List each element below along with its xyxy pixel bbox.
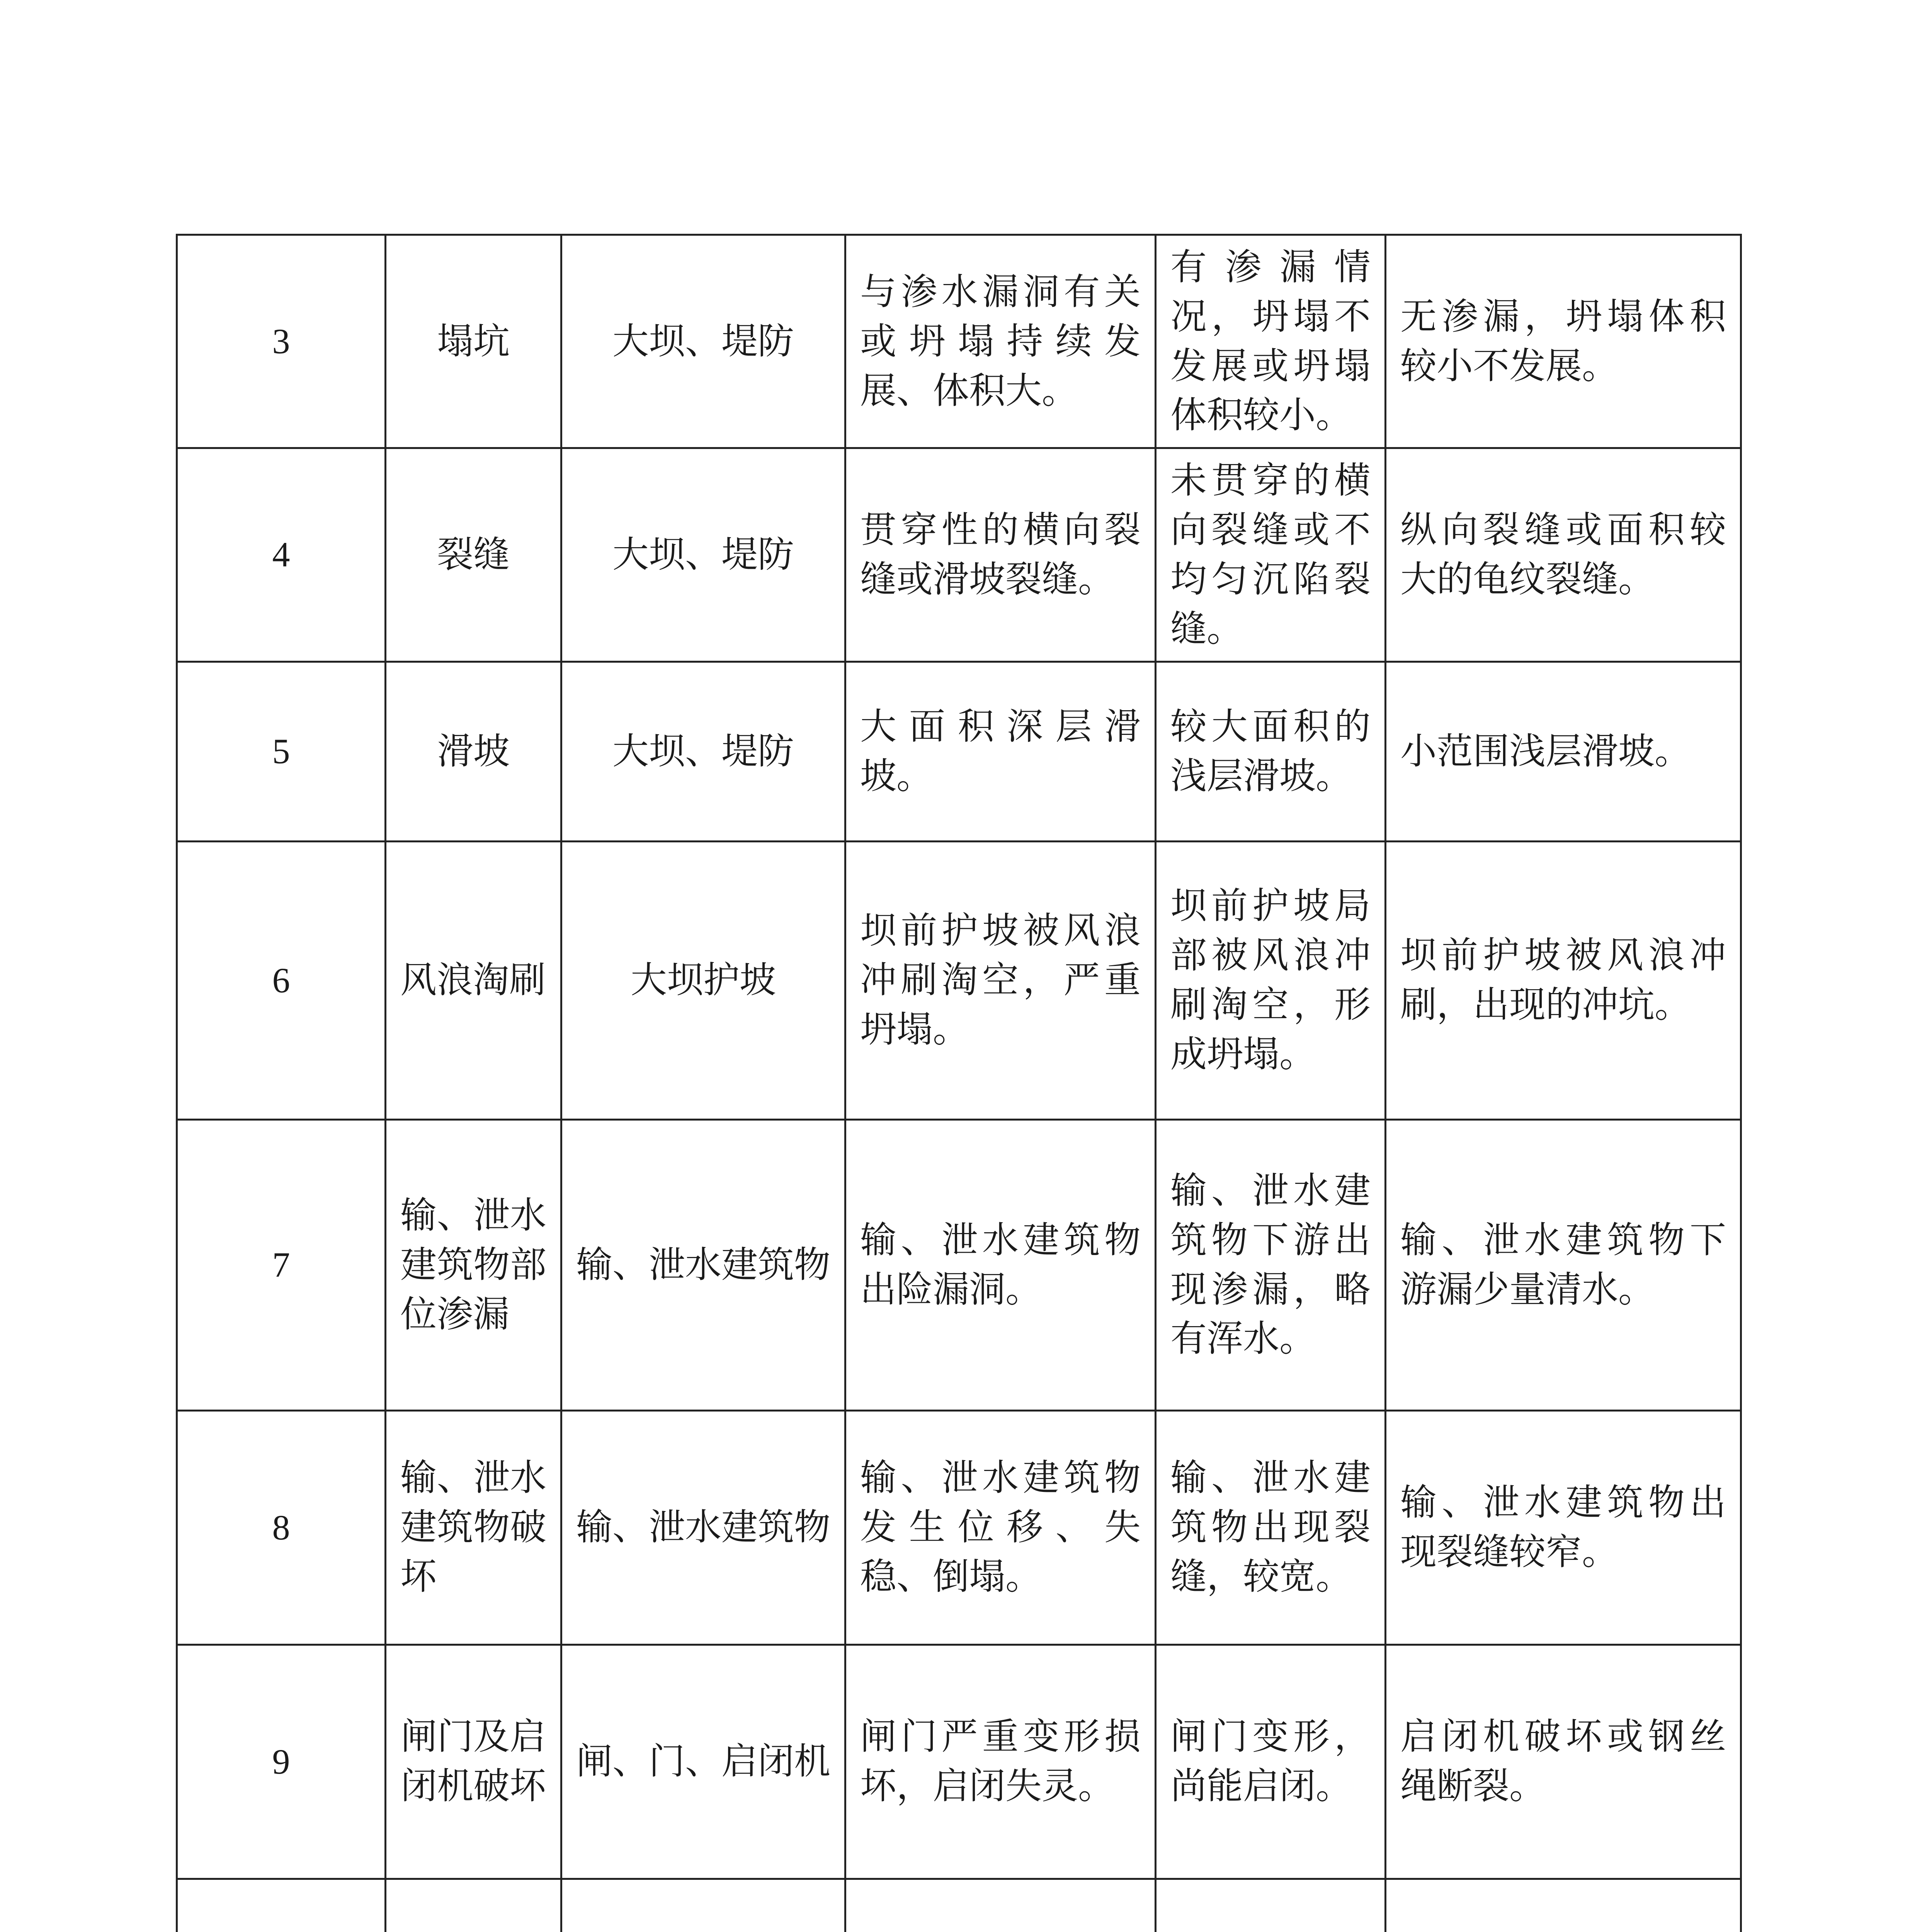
row-number: 5 <box>177 662 386 841</box>
level-3-cell: 小范围浅层滑坡。 <box>1386 662 1741 841</box>
level-1-cell <box>845 1879 1156 1932</box>
table-row <box>177 662 1741 841</box>
level-2-cell: 坝前护坡局部被风浪冲刷淘空，形成坍塌。 <box>1156 841 1386 1119</box>
level-1-cell: 贯穿性的横向裂缝或滑坡裂缝。 <box>845 448 1156 662</box>
table-row <box>177 841 1741 1119</box>
object-cell: 大坝、堤防 <box>561 235 845 448</box>
level-1-cell: 闸门严重变形损坏，启闭失灵。 <box>845 1645 1156 1879</box>
object-cell <box>561 1879 845 1932</box>
row-number <box>177 1879 386 1932</box>
hazard-type-cell: 闸门及启闭机破坏 <box>386 1645 561 1879</box>
row-number: 8 <box>177 1410 386 1645</box>
level-2-cell: 输、泄水建筑物下游出现渗漏，略有浑水。 <box>1156 1119 1386 1410</box>
row-number: 3 <box>177 235 386 448</box>
hazard-type-cell: 输、泄水建筑物部位渗漏 <box>386 1119 561 1410</box>
level-2-cell: 闸门变形，尚能启闭。 <box>1156 1645 1386 1879</box>
level-3-cell: 输、泄水建筑物下游漏少量清水。 <box>1386 1119 1741 1410</box>
table-row <box>177 1879 1741 1932</box>
table-row <box>177 235 1741 448</box>
hazard-type-cell: 风浪淘刷 <box>386 841 561 1119</box>
level-1-cell: 与渗水漏洞有关或坍塌持续发展、体积大。 <box>845 235 1156 448</box>
table-row <box>177 448 1741 662</box>
level-3-cell: 启闭机破坏或钢丝绳断裂。 <box>1386 1645 1741 1879</box>
table-row <box>177 1410 1741 1645</box>
level-2-cell: 较大面积的浅层滑坡。 <box>1156 662 1386 841</box>
level-1-cell: 大面积深层滑坡。 <box>845 662 1156 841</box>
hazard-type-cell: 滑坡 <box>386 662 561 841</box>
hazard-classification-table <box>176 234 1742 1932</box>
hazard-type-cell <box>386 1879 561 1932</box>
row-number: 7 <box>177 1119 386 1410</box>
object-cell: 大坝、堤防 <box>561 448 845 662</box>
hazard-type-cell: 裂缝 <box>386 448 561 662</box>
level-3-cell: 输、泄水建筑物出现裂缝较窄。 <box>1386 1410 1741 1645</box>
table-row <box>177 1119 1741 1410</box>
level-1-cell: 坝前护坡被风浪冲刷淘空，严重坍塌。 <box>845 841 1156 1119</box>
object-cell: 大坝护坡 <box>561 841 845 1119</box>
level-2-cell: 输、泄水建筑物出现裂缝，较宽。 <box>1156 1410 1386 1645</box>
row-number: 6 <box>177 841 386 1119</box>
level-2-cell: 未贯穿的横向裂缝或不均匀沉陷裂缝。 <box>1156 448 1386 662</box>
object-cell: 大坝、堤防 <box>561 662 845 841</box>
level-1-cell: 输、泄水建筑物发生位移、失稳、倒塌。 <box>845 1410 1156 1645</box>
level-2-cell <box>1156 1879 1386 1932</box>
level-3-cell: 坝前护坡被风浪冲刷，出现的冲坑。 <box>1386 841 1741 1119</box>
row-number: 9 <box>177 1645 386 1879</box>
level-1-cell: 输、泄水建筑物出险漏洞。 <box>845 1119 1156 1410</box>
level-2-cell: 有渗漏情况，坍塌不发展或坍塌体积较小。 <box>1156 235 1386 448</box>
object-cell: 输、泄水建筑物 <box>561 1410 845 1645</box>
level-3-cell: 纵向裂缝或面积较大的龟纹裂缝。 <box>1386 448 1741 662</box>
object-cell: 输、泄水建筑物 <box>561 1119 845 1410</box>
row-number: 4 <box>177 448 386 662</box>
hazard-type-cell: 输、泄水建筑物破坏 <box>386 1410 561 1645</box>
object-cell: 闸、门、启闭机 <box>561 1645 845 1879</box>
hazard-type-cell: 塌坑 <box>386 235 561 448</box>
level-3-cell: 无渗漏，坍塌体积较小不发展。 <box>1386 235 1741 448</box>
level-3-cell <box>1386 1879 1741 1932</box>
table-row <box>177 1645 1741 1879</box>
